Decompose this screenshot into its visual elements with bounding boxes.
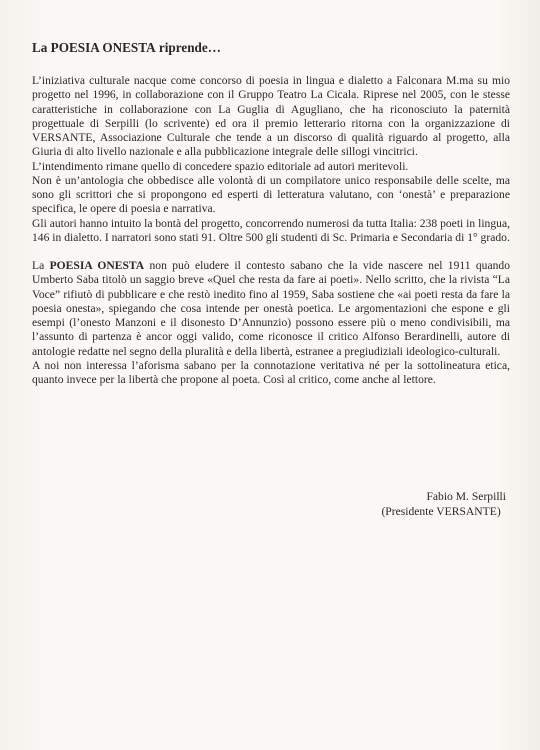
signature-name: Fabio M. Serpilli — [426, 490, 506, 503]
paragraph-authors: Gli autori hanno intuito la bontà del progetto, concorrendo numerosi da tutta Italia: 238 poeti in lingua, 146 in dialetto. I narratori sono stati 91. Oltre 500 gli studenti di Sc. Primaria e Secondaria di 1° grado. — [32, 217, 510, 244]
paragraph-intro: L’iniziativa culturale nacque come concorso di poesia in lingua e dialetto a Falconara M.ma su mio progetto nel 1996, in collaborazione con il Gruppo Teatro La Cicala. Ripresе nel 2005, con le stesse caratteristiche in collaborazione con La Guglia di Agugliano, che ha riconosciuto la paternità progettuale di Serpilli (lo scrivente) ed ora il premio letterario ritorna con la organizzazione di VERSANTE, Associazione Culturale che tende a un discorso di qualità riguardo al progetto, alla Giuria di alto livello nazionale e alla pubblicazione integrale delle sillogi vincitrici. — [32, 75, 510, 159]
saba-text: non può eludere il contesto sabano che la vide nascere nel 1911 quando Umberto Saba titolò un saggio breve «Quel che resta da fare ai poeti». Nello scritto, che la rivista “La Voce” rifiutò di pubblicare e che restò inedito fino al 1959, Saba sostiene che «ai poeti resta da fare la poesia onesta», spiegando che cosa intende per onestà poetica. Le argomentazioni che espone e gli esempi (l’onesto Manzoni e il disonesto D’Annunzio) possono essere più o meno condivisibili, ma l’assunto di partenza è ancor oggi valido, come riconosce il critico Alfonso Berardinelli, autore di antologie redatte nel segno della pluralità e della libertà, estranee a pregiudiziali ideologico-culturali. — [32, 260, 510, 358]
document-body — [32, 40, 510, 387]
heading-rest: riprende… — [158, 40, 221, 55]
page-heading — [32, 40, 510, 56]
signature-role: (Presidente VERSANTE) — [381, 505, 501, 518]
section-gap — [32, 245, 510, 259]
saba-bold-title: POESIA ONESTA — [49, 260, 145, 272]
paragraph-closing: A noi non interessa l’aforisma sabano per la connotazione veritativa né per la sottolineatura etica, quanto invece per la libertà che propone al poeta. Così al critico, come anche al lettore. — [32, 359, 510, 386]
paragraph-intent: L’intendimento rimane quello di concedere spazio editoriale ad autori meritevoli. — [32, 160, 409, 173]
heading-bold: La POESIA ONESTA — [32, 40, 156, 55]
signature-block — [381, 489, 506, 519]
paragraph-saba — [32, 259, 510, 359]
saba-lead: La — [32, 260, 45, 272]
paragraph-anthology: Non è un’antologia che obbedisce alle volontà di un compilatore unico responsabile delle scelte, ma sono gli scrittori che si propongono ed esperti di letteratura valutano, con ‘onestà’ e preparazione specifica, le opere di poesia e narrativa. — [32, 174, 510, 216]
